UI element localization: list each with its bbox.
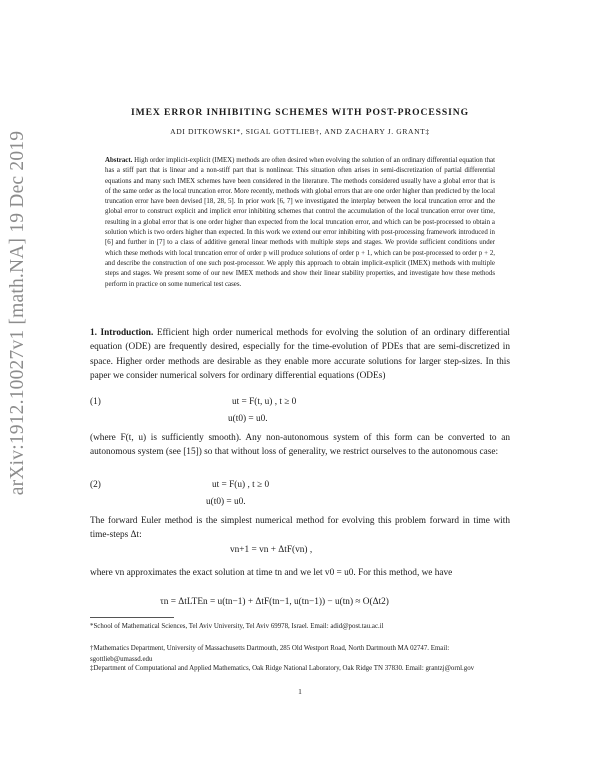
intro-paragraph-2: (where F(t, u) is sufficiently smooth). Any non-autonomous system of this form can be converted to an autonomous system (see [15]) so that without loss of generality, we restrict ourselves to the autonomous case: (90, 433, 510, 458)
equation-number-2: (2) (90, 480, 101, 490)
lte-equation: τn = ΔtLTEn = u(tn−1) + ΔtF(tn−1, u(tn−1)) − u(tn) ≈ O(Δt2) (160, 597, 389, 607)
euler-equation: vn+1 = vn + ΔtF(vn) , (230, 545, 313, 555)
paper-title: IMEX ERROR INHIBITING SCHEMES WITH POST-PROCESSING (131, 107, 469, 118)
page-number: 1 (298, 687, 302, 696)
footnote-1: *School of Mathematical Sciences, Tel Aviv University, Tel Aviv 69978, Israel. Email: adid@post.tau.ac.il (90, 623, 384, 630)
abstract-text: High order implicit-explicit (IMEX) methods are often desired when evolving the solution of an ordinary differential equation that has a stiff part that is linear and a non-stiff part that is nonlinear. This situation often arises in semi-discretization of partial differential equations and many such IMEX schemes have been considered in the literature. The methods considered usually have a global error that is of the same order as the local truncation error. More recently, methods with global errors that are one order higher than predicted by the local truncation error have been devised [18, 28, 5]. In prior work [6, 7] we investigated the interplay between the local truncation error and the global error to construct explicit and implicit error inhibiting schemes that control the accumulation of the local truncation error over time, resulting in a global error that is one order higher than expected from the local truncation error, and which can be post-processed to obtain a solution which is two orders higher than expected. In this work we extend our error inhibiting with post-processing framework introduced in [6] and further in [7] to a class of additive general linear methods with multiple steps and stages. We provide sufficient conditions under which these methods with local truncation error of order p will produce solutions of order p + 1, which can be post-processed to order p + 2, and describe the construction of one such post-processor. We apply this approach to obtain implicit-explicit (IMEX) methods with multiple steps and stages. We present some of our new IMEX methods and show their linear stability properties, and investigate how these methods perform in practice on some numerical test cases. (105, 157, 495, 288)
author-list: ADI DITKOWSKI*, SIGAL GOTTLIEB†, AND ZACHARY J. GRANT‡ (170, 127, 430, 136)
footnote-2: †Mathematics Department, University of Massachusetts Dartmouth, 285 Old Westport Road, North Dartmouth MA 02747. Email: sgottlieb@umassd.edu (90, 645, 450, 663)
equation-1-line-2: u(t0) = u0. (228, 414, 268, 424)
section-heading: 1. Introduction. (90, 328, 154, 338)
equation-2-line-2: u(t0) = u0. (206, 497, 246, 507)
abstract (105, 156, 495, 290)
footnote-rule (90, 617, 174, 618)
intro-paragraph-1 (90, 326, 510, 383)
intro-text-1: Efficient high order numerical methods for evolving the solution of an ordinary differential equation (ODE) are frequently desired, especially for the time-evolution of PDEs that are semi-discretized in space. Higher order methods are desirable as they enable more accurate solutions for larger step-sizes. In this paper we consider numerical solvers for ordinary differential equations (ODEs) (90, 328, 511, 381)
intro-paragraph-3: The forward Euler method is the simplest numerical method for evolving this problem forward in time with time-steps Δt: (90, 516, 510, 541)
equation-2-line-1: ut = F(u) , t ≥ 0 (212, 480, 270, 490)
footnote-3: ‡Department of Computational and Applied Mathematics, Oak Ridge National Laboratory, Oak Ridge TN 37830. Email: grantzj@ornl.gov (90, 665, 475, 672)
abstract-label: Abstract. (105, 157, 133, 164)
arxiv-stamp: arXiv:1912.10027v1 [math.NA] 19 Dec 2019 (7, 130, 28, 496)
intro-paragraph-4: where vn approximates the exact solution at time tn and we let v0 = u0. For this method, we have (90, 568, 453, 578)
equation-1-line-1: ut = F(t, u) , t ≥ 0 (232, 397, 297, 407)
equation-number-1: (1) (90, 397, 101, 407)
